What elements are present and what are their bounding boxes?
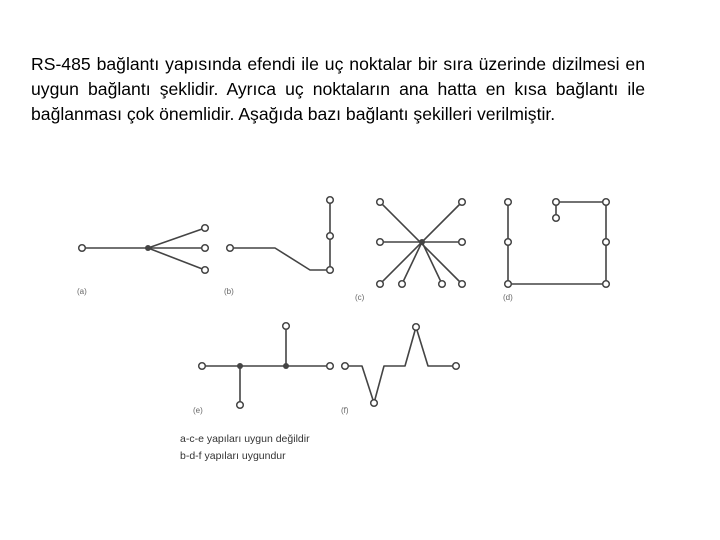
label-f: (f) <box>341 406 349 415</box>
caption-line-1: a-c-e yapıları uygun değildir <box>180 433 310 445</box>
label-d: (d) <box>503 293 513 302</box>
diagram-a <box>82 228 205 270</box>
diagram-f <box>345 327 456 403</box>
label-c: (c) <box>355 293 365 302</box>
label-e: (e) <box>193 406 203 415</box>
intro-paragraph: RS-485 bağlantı yapısında efendi ile uç noktalar bir sıra üzerinde dizilmesi en uygun bağlantı şeklidir. Ayrıca uç noktaların ana hatta en kısa bağlantı ile bağlanması çok önemlidir. Aşağıda bazı bağlantı şekilleri verilmiştir. <box>31 54 645 124</box>
caption-line-2: b-d-f yapıları uygundur <box>180 450 286 462</box>
diagram-b <box>230 200 330 270</box>
diagram-e <box>202 326 330 405</box>
label-a: (a) <box>77 287 87 296</box>
label-b: (b) <box>224 287 234 296</box>
